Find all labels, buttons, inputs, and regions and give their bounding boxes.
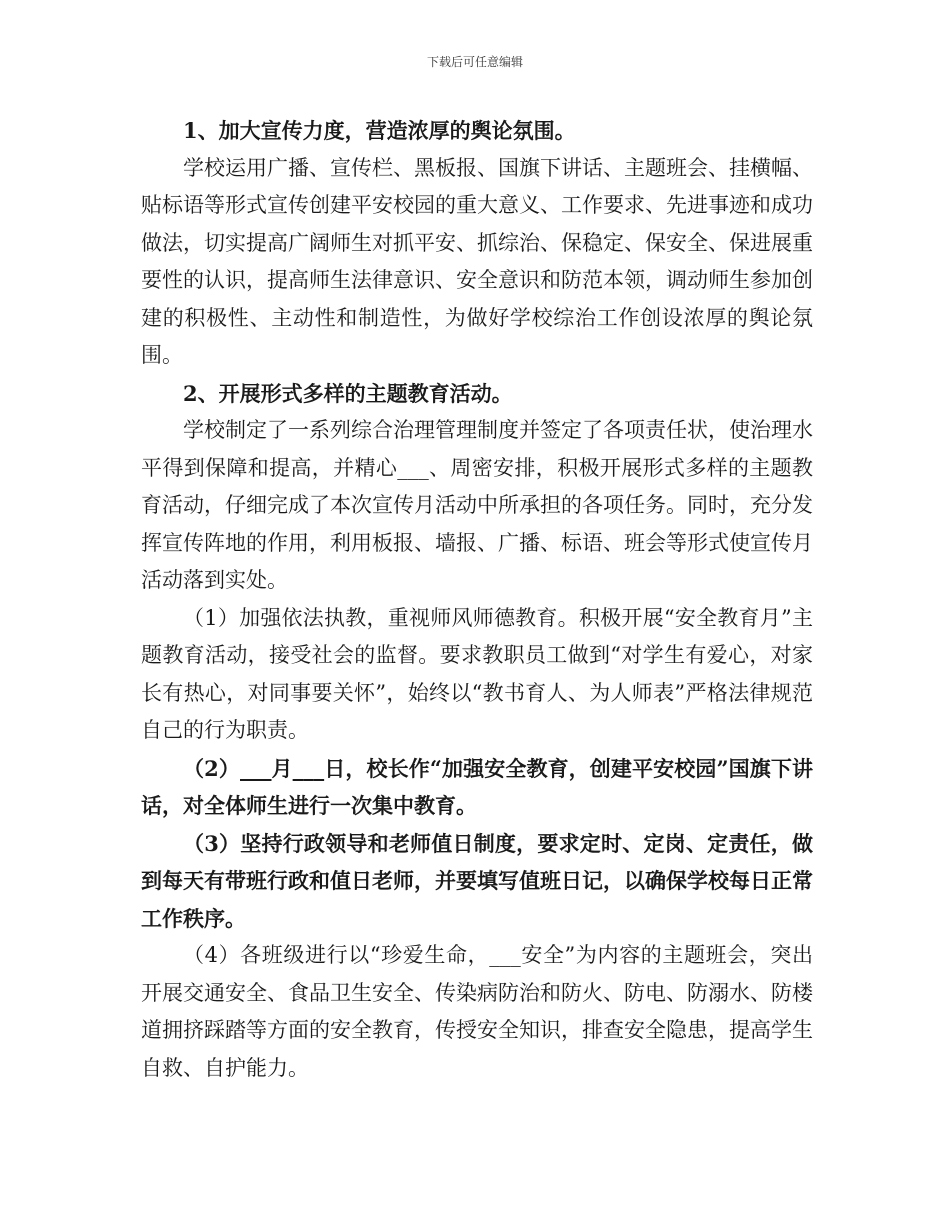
document-body <box>141 112 813 1087</box>
section-heading-2: 2、开展形式多样的主题教育活动。 <box>183 380 513 406</box>
list-item-1: （1）加强依法执教，重视师风师德教育。积极开展“安全教育月”主题教育活动，接受社会的监督。要求教职员工做到“对学生有爱心，对家长有热心，对同事要关怀”，始终以“教书育人、为人师表”严格法律规范自己的行为职责。 <box>141 605 813 742</box>
list-item-3: （3）坚持行政领导和老师值日制度，要求定时、定岗、定责任，做到每天有带班行政和值日老师，并要填写值班日记，以确保学校每日正常工作秩序。 <box>141 830 813 931</box>
list-item-4: （4）各班级进行以“珍爱生命，___安全”为内容的主题班会，突出开展交通安全、食品卫生安全、传染病防治和防火、防电、防溺水、防楼道拥挤踩踏等方面的安全教育，传授安全知识，排查安全隐患，提高学生自救、自护能力。 <box>141 943 813 1080</box>
list-item-2: （2）___月___日，校长作“加强安全教育，创建平安校园”国旗下讲话，对全体师生进行一次集中教育。 <box>141 755 813 818</box>
paragraph-2: 学校制定了一系列综合治理管理制度并签定了各项责任状，使治理水平得到保障和提高，并精心___、周密安排，积极开展形式多样的主题教育活动，仔细完成了本次宣传月活动中所承担的各项任务。同时，充分发挥宣传阵地的作用，利用板报、墙报、广播、标语、班会等形式使宣传月活动落到实处。 <box>141 418 813 592</box>
page-header-note: 下载后可任意编辑 <box>426 55 523 69</box>
section-heading-1: 1、加大宣传力度，营造浓厚的舆论氛围。 <box>183 118 576 143</box>
paragraph-1: 学校运用广播、宣传栏、黑板报、国旗下讲话、主题班会、挂横幅、贴标语等形式宣传创建平安校园的重大意义、工作要求、先进事迹和成功做法，切实提高广阔师生对抓平安、抓综治、保稳定、保安全、保进展重要性的认识，提高师生法律意识、安全意识和防范本领，调动师生参加创建的积极性、主动性和制造性，为做好学校综治工作创设浓厚的舆论氛围。 <box>141 155 813 367</box>
